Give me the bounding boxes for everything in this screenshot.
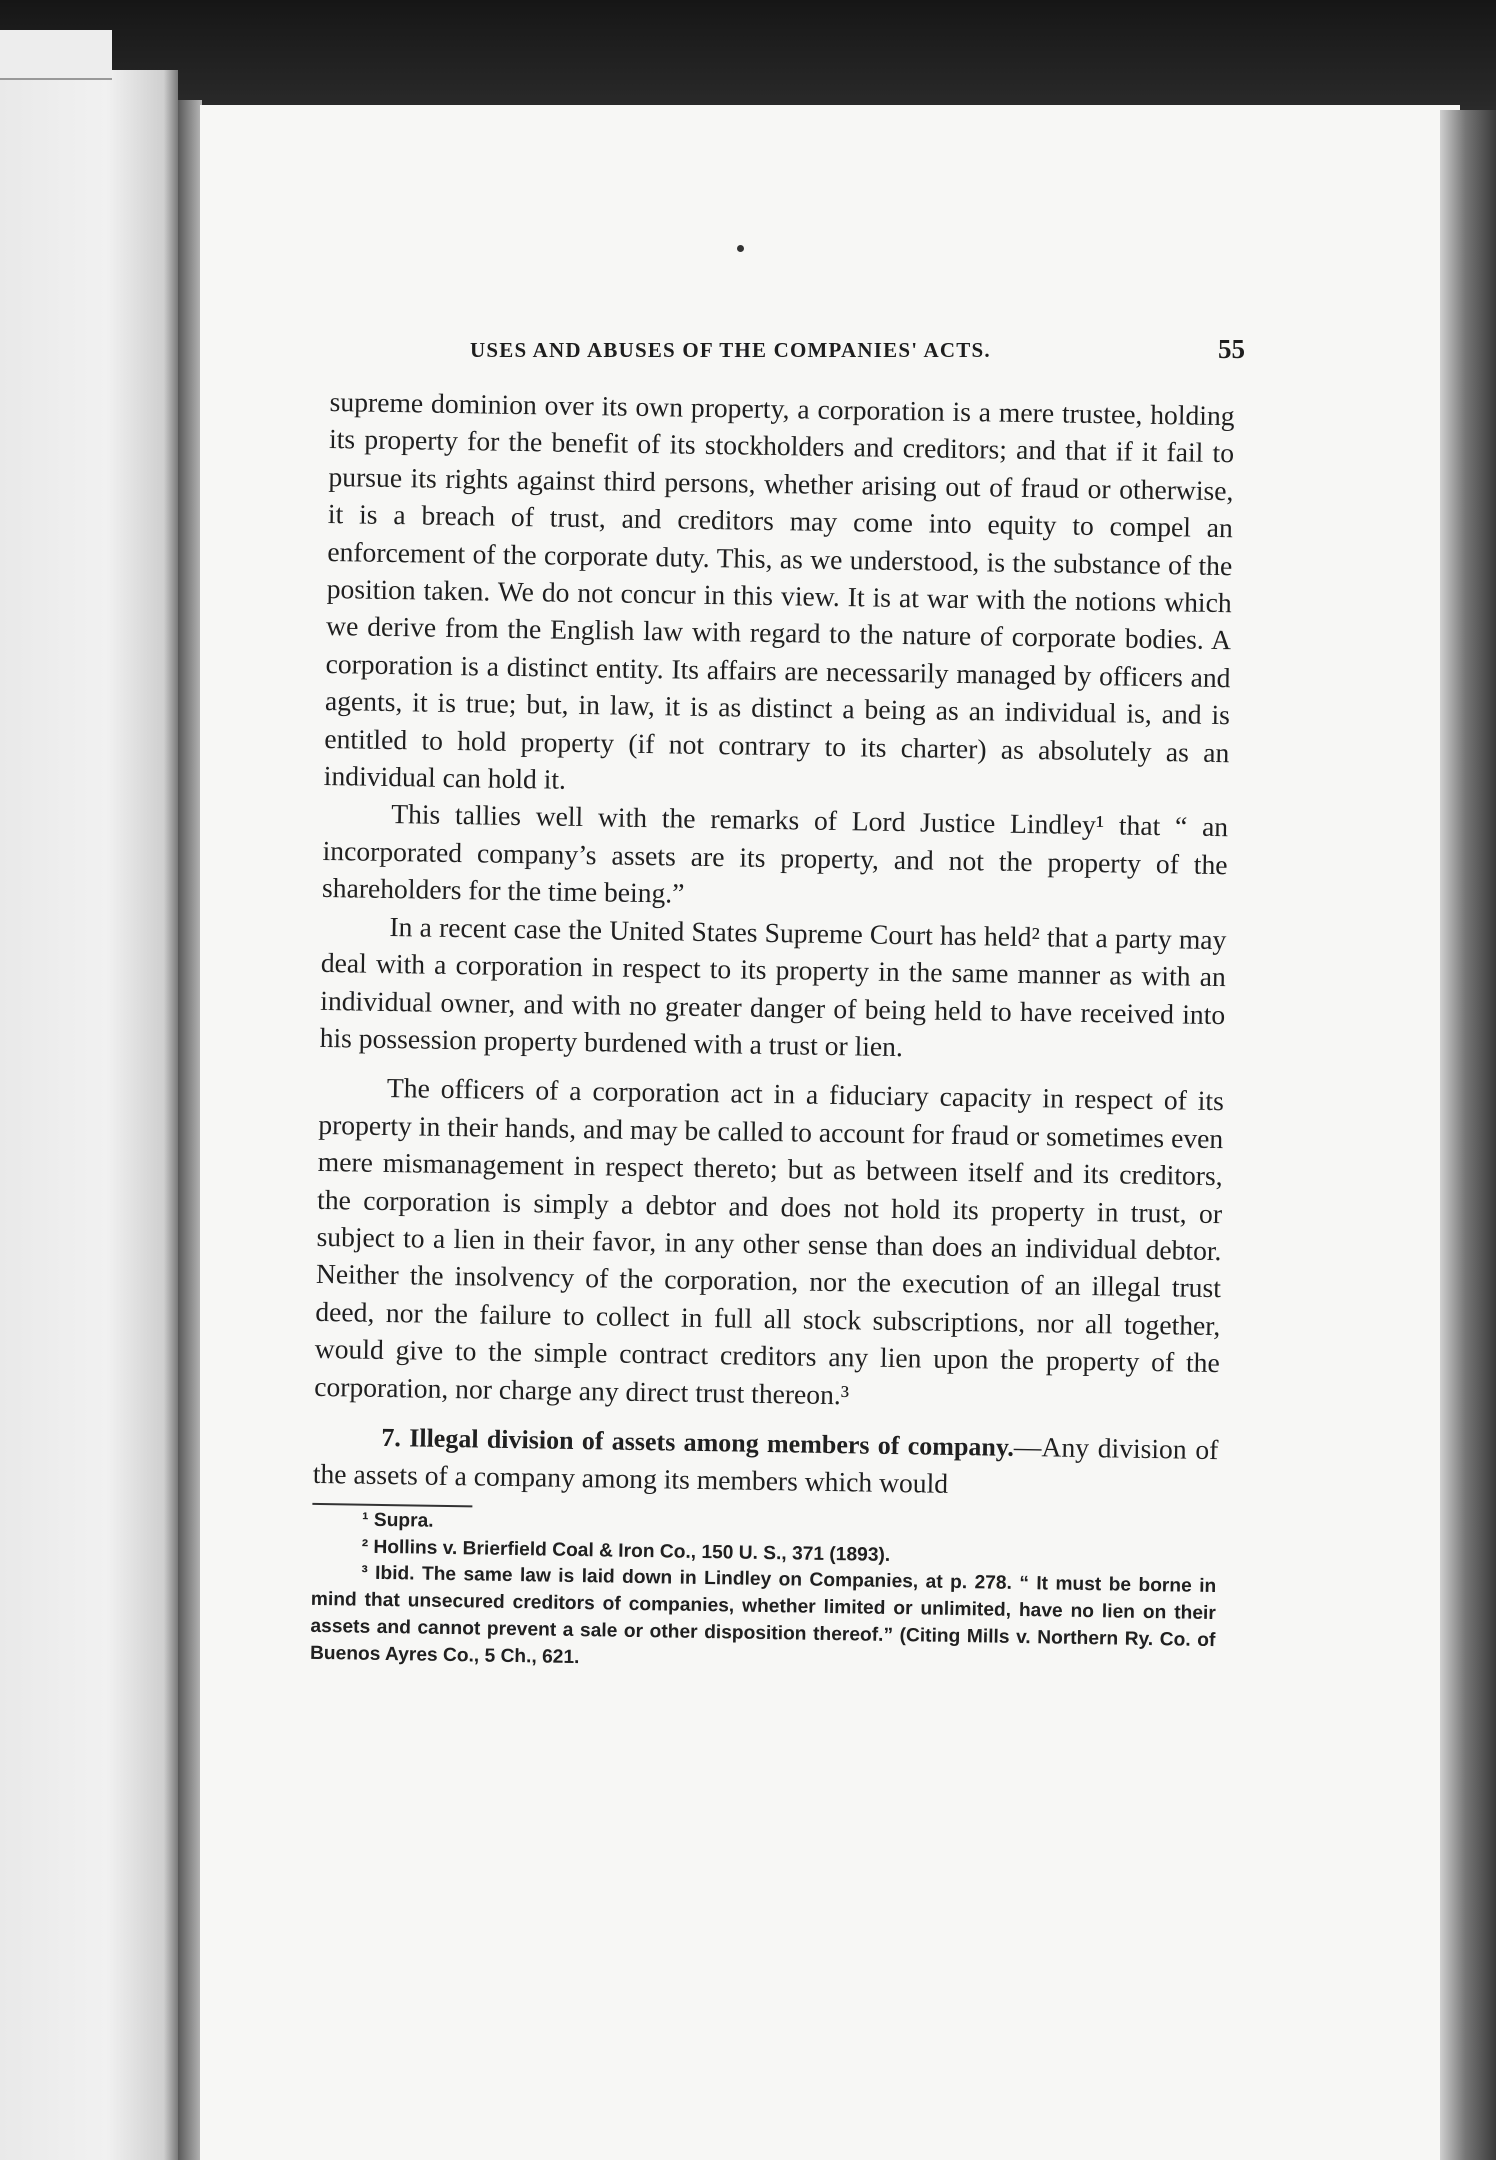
section-7: [313, 1417, 1219, 1507]
paragraph-2: This tallies well with the remarks of Lord Justice Lindley¹ that “ an incorporated company’s assets are its property, and not the property of the shareholders for the time being.”: [321, 798, 1229, 909]
page-body: [310, 383, 1235, 1682]
page-number: 55: [1218, 334, 1245, 364]
scan-background: [0, 0, 1496, 115]
paragraph-3: In a recent case the United States Supreme Court has held² that a party may deal with a corporation in respect to its property in the same manner as with an individual owner, and with no greater danger of being held to have received into his possession property burdened with a trust or lien.: [319, 910, 1227, 1062]
running-head: USES AND ABUSES OF THE COMPANIES' ACTS.: [470, 338, 991, 362]
left-page-edge: [0, 70, 178, 2160]
footnote-1: ¹ Supra.: [361, 1509, 434, 1532]
paragraph-4: The officers of a corporation act in a fiduciary capacity in respect of its property in their hands, and may be called to account for fraud or sometimes even mere mismanagement in respect thereto; but as between itself and its creditors, the corporation is simply a debtor and does not hold its property in trust, or subject to a lien in their favor, in any other sense than does an individual debtor. Neither the insolvency of the corporation, nor the execution of an illegal trust deed, nor the failure to collect in full all stock subscriptions, nor all together, would give to the simple contract creditors any lien upon the property of the corporation, nor charge any direct trust thereon.³: [314, 1072, 1225, 1410]
page-stack-edge: [1440, 110, 1496, 2160]
paragraph-1: supreme dominion over its own property, a corporation is a mere trustee, holding its property for the benefit of its stockholders and creditors; and that if it fail to pursue its rights against third persons, whether arising out of fraud or otherwise, it is a breach of trust, and creditors may come into equity to compel an enforcement of the corporate duty. This, as we understood, is the substance of the position taken. We do not concur in this view. It is at war with the notions which we derive from the English law with regard to the nature of corporate bodies. A corporation is a distinct entity. Its affairs are necessarily managed by officers and agents, it is true; but, in law, it is as distinct a being as an individual is, and is entitled to hold property (if not contrary to its charter) as absolutely as an individual can hold it.: [323, 385, 1235, 795]
left-page-corner: [0, 30, 112, 80]
book-gutter: [178, 100, 202, 2160]
ink-dot: [737, 245, 744, 252]
section-heading: 7. Illegal division of assets among members of company.: [381, 1422, 1015, 1462]
footnote-3: ³ Ibid. The same law is laid down in Lindley on Companies, at p. 278. “ It must be borne in mind that unsecured creditors of companies, whether limited or unlimited, have no lien on their assets and cannot prevent a sale or other disposition thereof.” (Citing Mills v. Northern Ry. Co. of Buenos Ayres Co., 5 Ch., 621.: [309, 1563, 1217, 1668]
footnote-2: ² Hollins v. Brierfield Coal & Iron Co., 150 U. S., 371 (1893).: [361, 1536, 891, 1566]
section-text: —Any division of the assets of a company among its members which would: [312, 1430, 1219, 1500]
footnotes: [310, 1507, 1217, 1682]
page-header: [470, 334, 1245, 378]
